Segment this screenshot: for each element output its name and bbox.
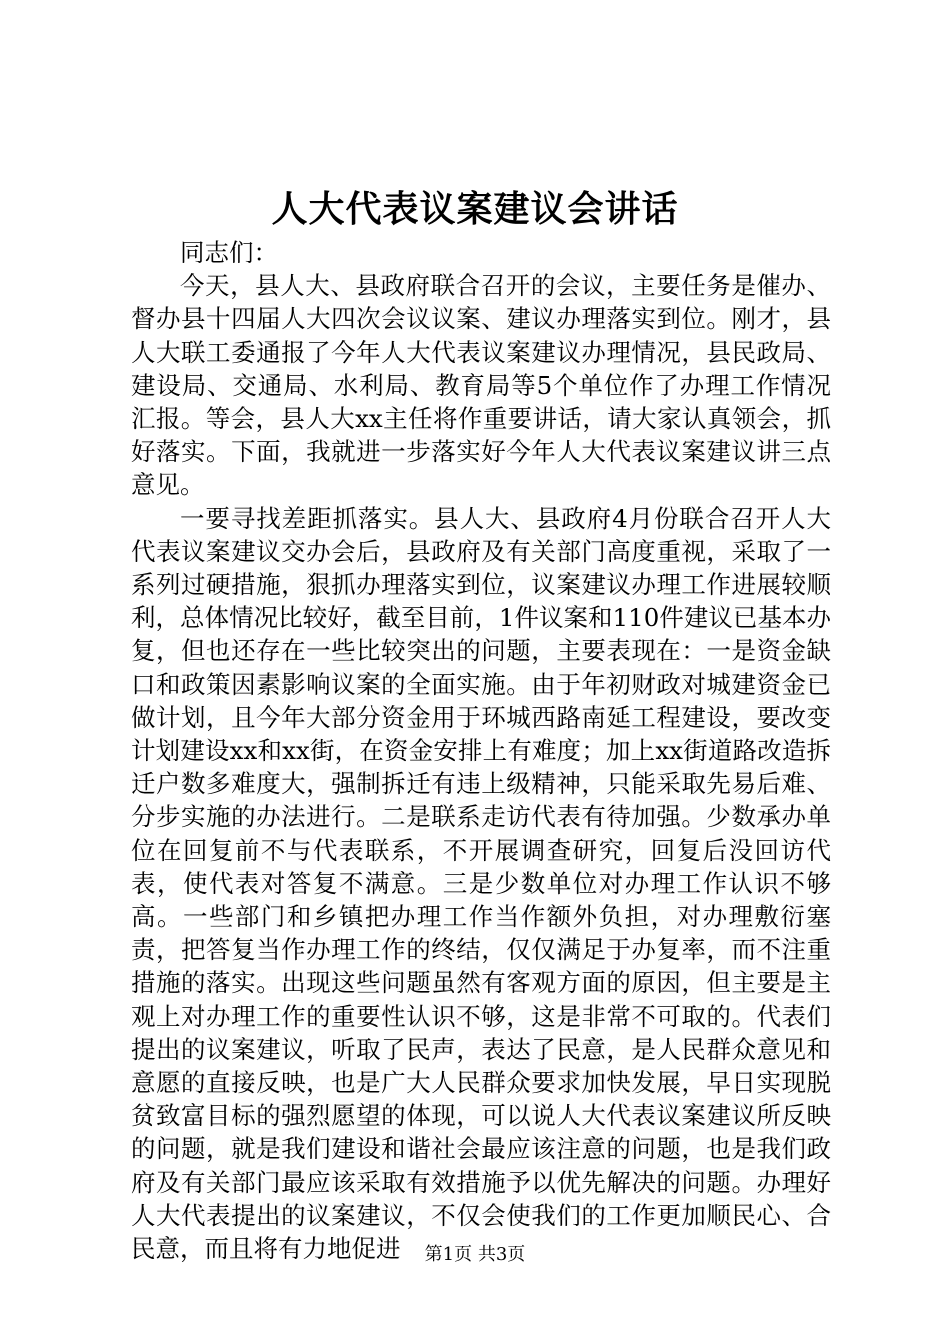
document-title: 人大代表议案建议会讲话 bbox=[271, 188, 679, 230]
salutation: 同志们： bbox=[180, 238, 278, 267]
page-footer: 第1页 共3页 bbox=[424, 1244, 526, 1265]
paragraph-point-one: 一要寻找差距抓落实。县人大、县政府4月份联合召开人大代表议案建议交办会后，县政府及有关部门高度重视，采取了一系列过硬措施，狠抓办理落实到位，议案建议办理工作进展较顺利，总体情况比较好，截至目前，1件议案和110件建议已基本办复，但也还存在一些比较突出的问题，主要表现在：一是资金缺口和政策因素影响议案的全面实施。由于年初财政对城建资金已做计划，且今年大部分资金用于环城西路南延工程建设，要改变计划建设xx和xx街，在资金安排上有难度；加上xx街道路改造拆迁户数多难度大，强制拆迁有违上级精神，只能采取先易后难、分步实施的办法进行。二是联系走访代表有待加强。少数承办单位在回复前不与代表联系，不开展调查研究，回复后没回访代表，使代表对答复不满意。三是少数单位对办理工作认识不够高。一些部门和乡镇把办理工作当作额外负担，对办理敷衍塞责，把答复当作办理工作的终结，仅仅满足于办复率，而不注重措施的落实。出现这些问题虽然有客观方面的原因，但主要是主观上对办理工作的重要性认识不够，这是非常不可取的。代表们提出的议案建议，听取了民声，表达了民意，是人民群众意见和意愿的直接反映，也是广大人民群众要求加快发展，早日实现脱贫致富目标的强烈愿望的体现，可以说人大代表议案建议所反映的问题，就是我们建设和谐社会最应该注意的问题，也是我们政府及有关部门最应该采取有效措施予以优先解决的问题。办理好人大代表提出的议案建议，不仅会使我们的工作更加顺民心、合民意，而且将有力地促进 bbox=[131, 503, 831, 1264]
document-body bbox=[131, 236, 831, 1265]
paragraph-intro: 今天，县人大、县政府联合召开的会议，主要任务是催办、督办县十四届人大四次会议议案、建议办理落实到位。刚才，县人大联工委通报了今年人大代表议案建议办理情况，县民政局、建设局、交通局、水利局、教育局等5个单位作了办理工作情况汇报。等会，县人大xx主任将作重要讲话，请大家认真领会，抓好落实。下面，我就进一步落实好今年人大代表议案建议讲三点意见。 bbox=[131, 271, 831, 500]
